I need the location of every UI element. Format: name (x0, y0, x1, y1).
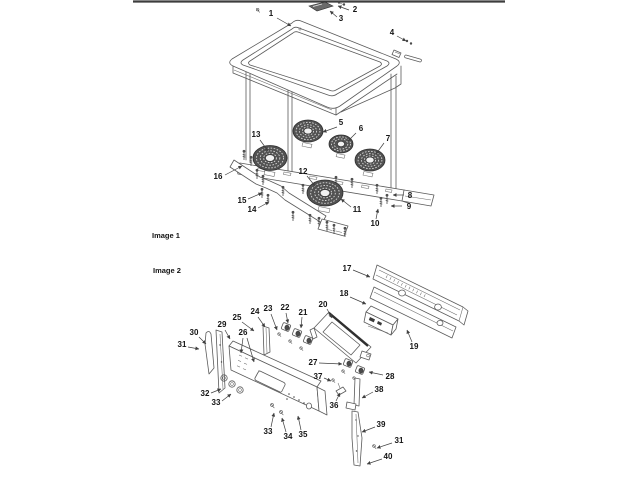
leader-line-38 (362, 392, 373, 398)
bracket-36-37 (332, 379, 346, 395)
leader-line-11 (341, 199, 351, 207)
side-trim-parts (392, 40, 420, 61)
leader-line-5 (323, 127, 337, 132)
part-label-6: 6 (358, 124, 364, 133)
part-label-1: 1 (268, 9, 274, 18)
part-label-35: 35 (298, 430, 308, 439)
part-label-9: 9 (406, 202, 412, 211)
leader-line-18 (350, 297, 366, 304)
leader-line-22 (286, 313, 288, 323)
part-label-3: 3 (338, 14, 344, 23)
figure2-caption: Image 2 (153, 266, 181, 275)
part-label-28: 28 (385, 372, 395, 381)
rail-end-plate (318, 219, 348, 236)
leader-line-17 (353, 270, 370, 277)
leader-line-39 (362, 427, 375, 432)
leader-line-23 (271, 314, 277, 330)
part-label-19: 19 (409, 342, 419, 351)
leader-line-33 (271, 413, 274, 427)
leader-line-31 (377, 443, 392, 448)
part-label-17: 17 (342, 264, 352, 273)
leader-line-2 (338, 6, 349, 10)
support-bracket-24 (263, 326, 270, 355)
part-label-8: 8 (407, 191, 413, 200)
part-label-30: 30 (189, 328, 199, 337)
leader-line-27 (319, 363, 342, 364)
leader-line-4 (397, 36, 406, 41)
burner-element-6 (329, 135, 353, 158)
part-label-33: 33 (263, 427, 273, 436)
switch-parts-27-28 (342, 358, 365, 380)
part-label-4: 4 (389, 28, 395, 37)
part-label-38: 38 (374, 385, 384, 394)
part-label-39: 39 (376, 420, 386, 429)
part-label-13: 13 (251, 130, 261, 139)
switch-parts-21-22 (278, 322, 313, 350)
part-label-22: 22 (280, 303, 290, 312)
part-label-15: 15 (237, 196, 247, 205)
leader-line-31 (188, 347, 199, 349)
control-panel-front (221, 341, 327, 415)
part-label-23: 23 (263, 304, 273, 313)
part-label-2: 2 (352, 5, 358, 14)
part-label-29: 29 (217, 320, 227, 329)
part-label-40: 40 (383, 452, 393, 461)
left-trim-blades (205, 330, 225, 393)
control-module (364, 306, 398, 335)
part-label-31: 31 (394, 436, 404, 445)
leader-line-10 (376, 209, 378, 219)
leader-line-24 (258, 317, 265, 327)
part-label-32: 32 (200, 389, 210, 398)
part-label-10: 10 (370, 219, 380, 228)
leader-line-21 (301, 317, 302, 328)
part-label-27: 27 (308, 358, 318, 367)
figure2-drawing (153, 264, 468, 466)
part-label-21: 21 (298, 308, 308, 317)
leader-line-40 (367, 459, 382, 464)
burner-element-5 (293, 120, 323, 148)
part-label-18: 18 (339, 289, 349, 298)
part-label-11: 11 (352, 205, 362, 214)
part-label-25: 25 (232, 313, 242, 322)
burner-element-7 (355, 149, 385, 177)
leader-line-3 (330, 11, 337, 17)
figure1-caption: Image 1 (152, 231, 180, 240)
leader-line-19 (407, 330, 412, 342)
part-label-24: 24 (250, 307, 260, 316)
leader-line-15 (248, 193, 262, 199)
leader-line-1 (277, 18, 291, 26)
leader-line-29 (225, 330, 230, 339)
part-label-33: 33 (211, 398, 221, 407)
part-label-7: 7 (385, 134, 391, 143)
part-label-20: 20 (318, 300, 328, 309)
part-label-16: 16 (213, 172, 223, 181)
part-label-12: 12 (298, 167, 308, 176)
maintop-panel (230, 20, 401, 115)
figure1-drawing (133, 1, 505, 240)
part-label-31: 31 (177, 340, 187, 349)
leader-line-34 (282, 418, 286, 432)
part-label-34: 34 (283, 432, 293, 441)
part-label-36: 36 (329, 401, 339, 410)
part-label-37: 37 (313, 372, 323, 381)
leader-line-35 (298, 416, 301, 430)
right-trim-blade (352, 411, 376, 466)
bracket-38 (346, 378, 360, 410)
leader-line-14 (258, 202, 269, 208)
part-label-14: 14 (247, 205, 257, 214)
leader-line-37 (324, 378, 331, 381)
display-glass-panel (310, 312, 371, 363)
part-label-5: 5 (338, 118, 344, 127)
part-label-26: 26 (238, 328, 248, 337)
leader-line-33 (222, 394, 231, 401)
leader-line-28 (369, 372, 383, 375)
